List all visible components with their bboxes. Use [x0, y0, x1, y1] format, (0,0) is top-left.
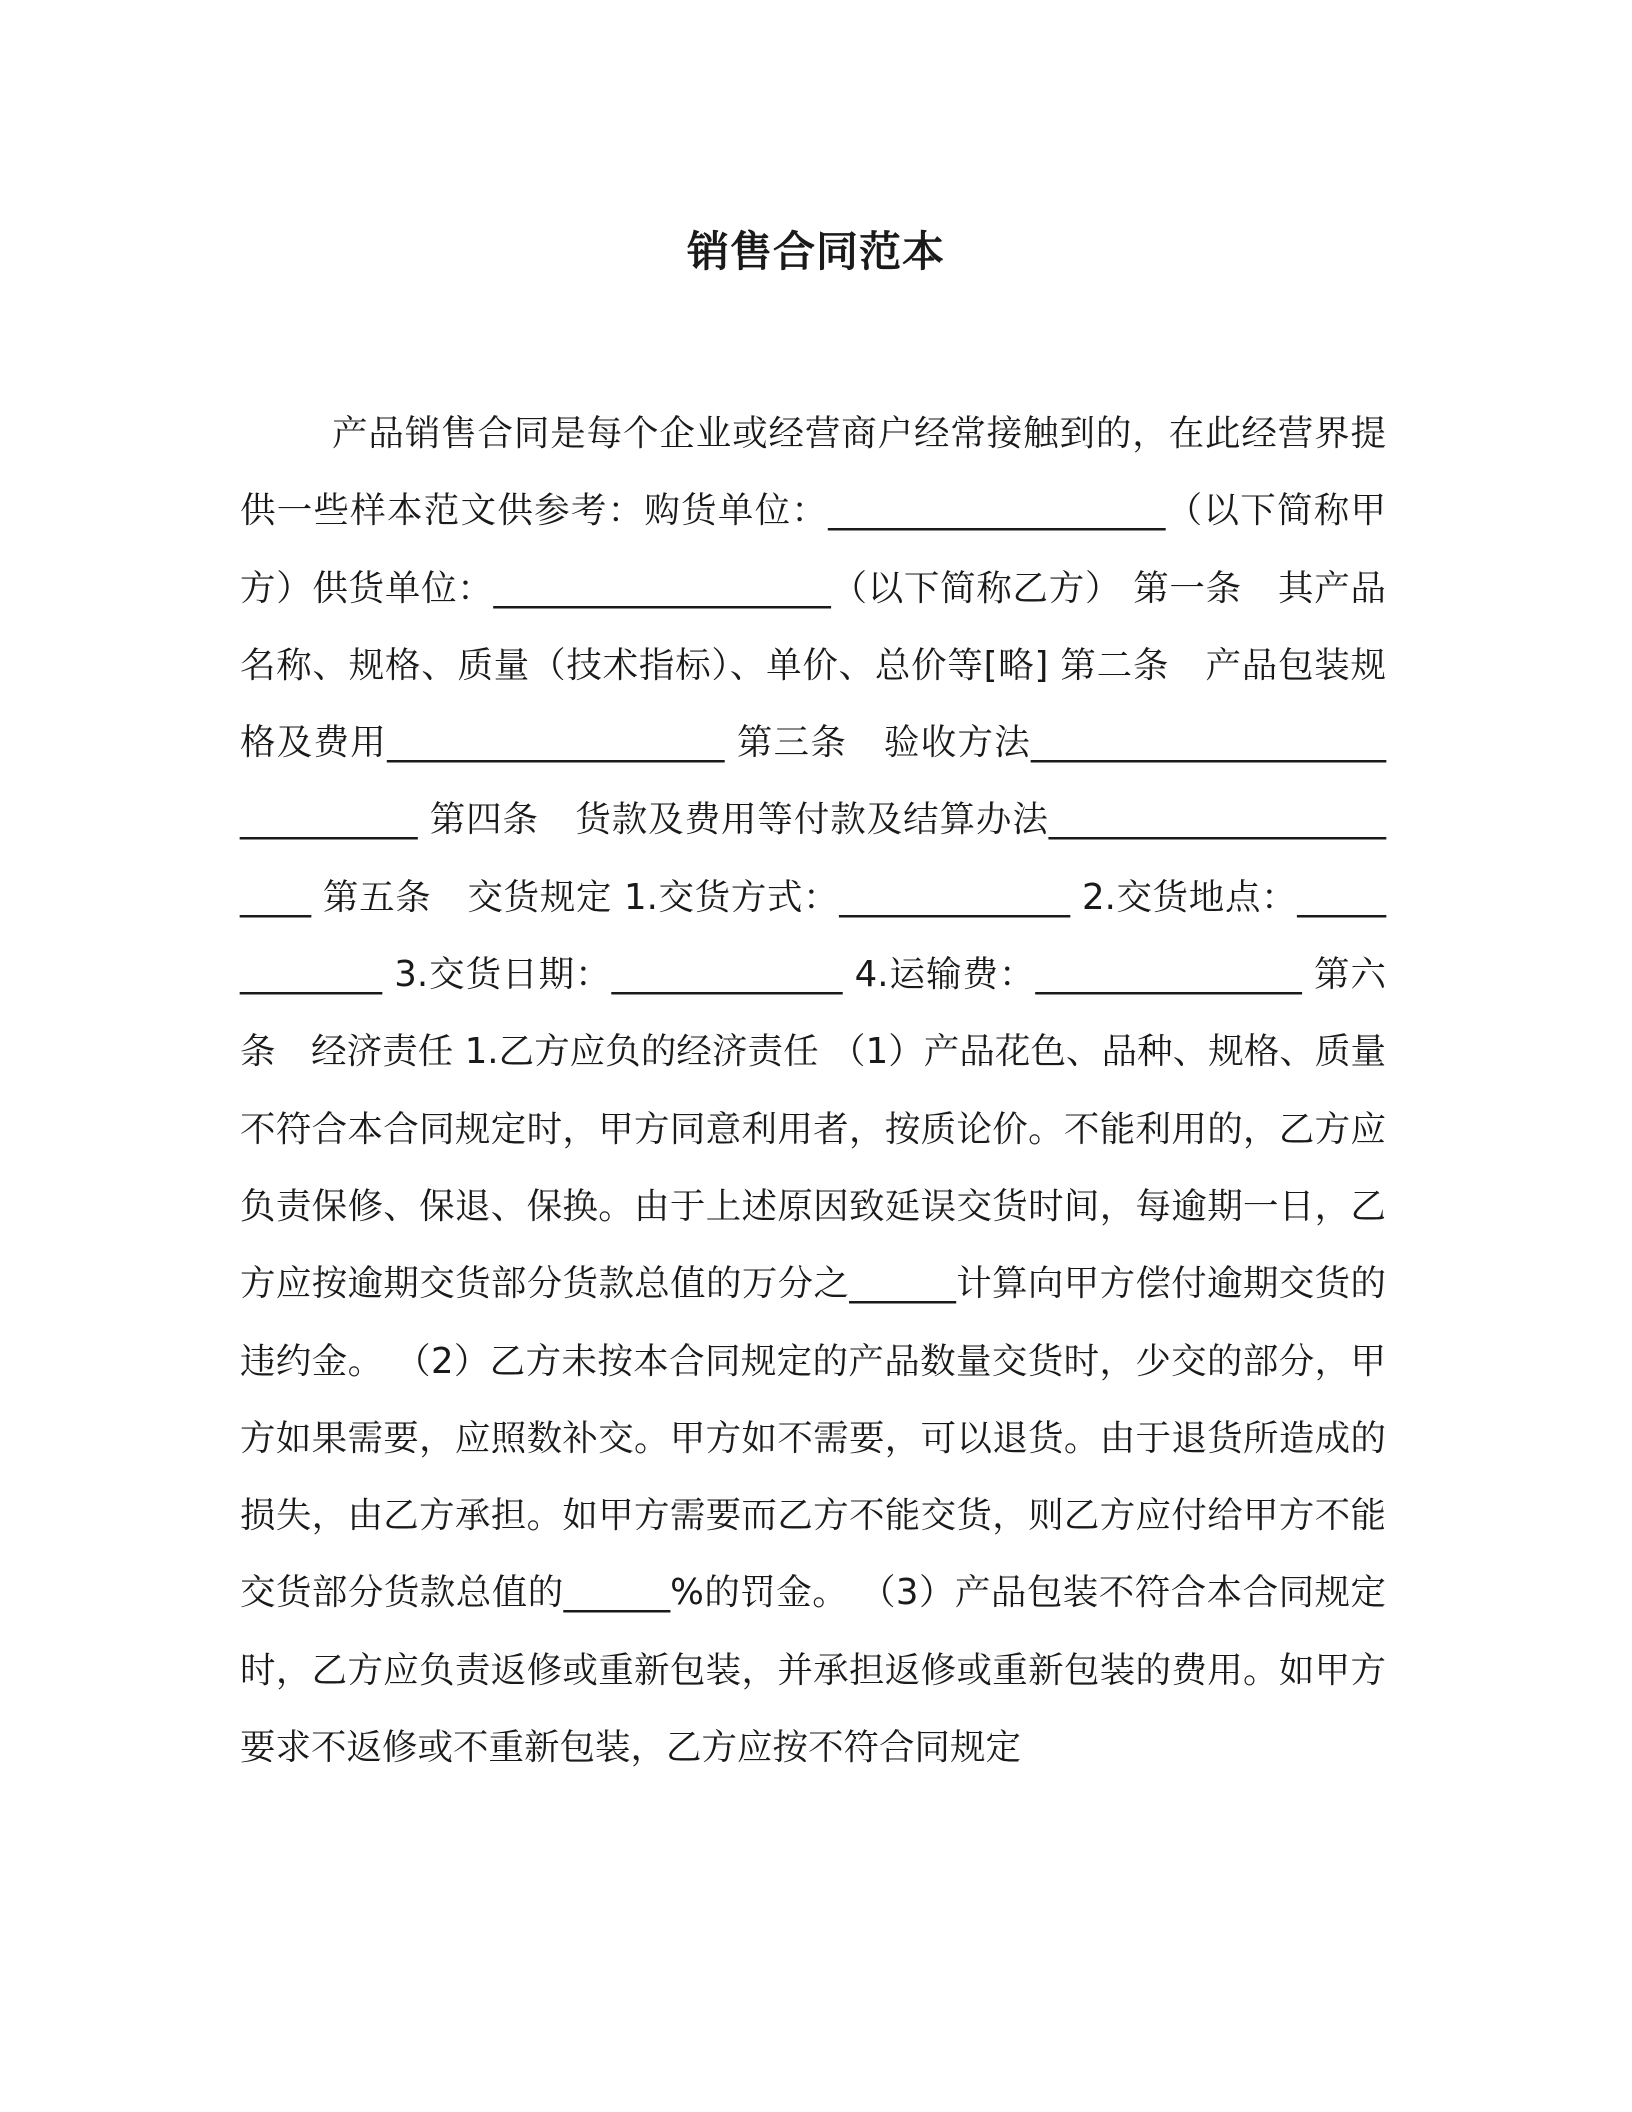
contract-body-paragraph: 产品销售合同是每个企业或经营商户经常接触到的，在此经营界提供一些样本范文供参考：购货单位：___________________（以下简称甲方）供货单位：___________________（以下简称乙方） 第一条 其产品名称、规格、质量（技术指标）、单价、总价等[略] 第二条 产品包装规格及费用___________________ 第三条 验收方法______________________________ 第四条 货款及费用等付款及结算办法_______________________ 第五条 交货规定 1.交货方式：_____________ 2.交货地点：_____________ 3.交货日期：_____________ 4.运输费：_______________ 第六条 经济责任 1.乙方应负的经济责任 （1）产品花色、品种、规格、质量不符合本合同规定时，甲方同意利用者，按质论价。不能利用的，乙方应负责保修、保退、保换。由于上述原因致延误交货时间，每逾期一日，乙方应按逾期交货部分货款总值的万分之______计算向甲方偿付逾期交货的违约金。 （2）乙方未按本合同规定的产品数量交货时，少交的部分，甲方如果需要，应照数补交。甲方如不需要，可以退货。由于退货所造成的损失，由乙方承担。如甲方需要而乙方不能交货，则乙方应付给甲方不能交货部分货款总值的______%的罚金。 （3）产品包装不符合本合同规定时，乙方应负责返修或重新包装，并承担返修或重新包装的费用。如甲方要求不返修或不重新包装，乙方应按不符合同规定	[240, 413, 1386, 1769]
document-title: 销售合同范本	[686, 227, 945, 276]
